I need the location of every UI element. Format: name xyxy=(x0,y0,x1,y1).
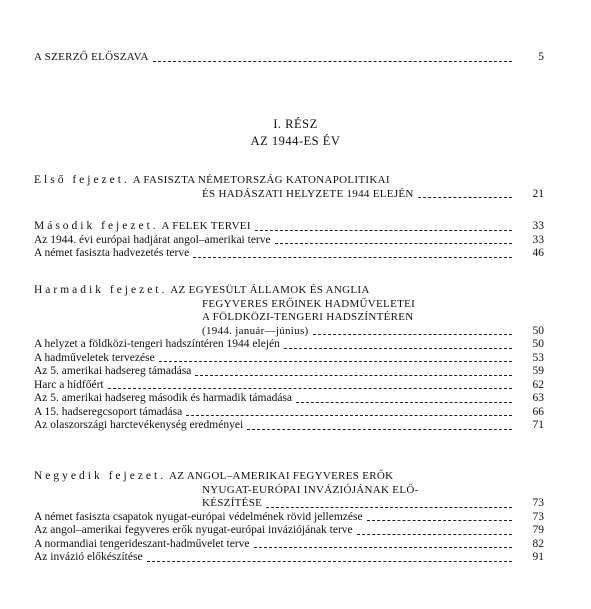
list-item: A német fasiszta csapatok nyugat-európai védelmének rövid jellemzése 73 xyxy=(34,510,544,523)
chapter-title-line-2: ÉS HADÁSZATI HELYZETE 1944 ELEJÉN xyxy=(34,188,418,202)
toc-chapter-1 xyxy=(34,174,544,201)
toc-chapter-3 xyxy=(34,284,544,433)
chapter-title-line-1: A FASISZTA NÉMETORSZÁG KATONAPOLITIKAI xyxy=(132,174,390,186)
chapter-title-line-3: A FÖLDKÖZI-TENGERI HADSZÍNTÉREN xyxy=(34,311,418,325)
chapter-label: Első fejezet. xyxy=(34,174,130,186)
list-item: Az 5. amerikai hadsereg második és harmadik támadása 63 xyxy=(34,392,544,404)
leader-dashes xyxy=(153,61,512,62)
part-number: I. RÉSZ xyxy=(273,117,318,131)
list-item: Az invázió előkészítése 91 xyxy=(34,551,544,563)
chapter-title-line-1: AZ EGYESÜLT ÁLLAMOK ÉS ANGLIA xyxy=(170,284,370,296)
list-item: A helyzet a földközi-tengeri hadszíntéren 1944 elején 50 xyxy=(34,338,544,350)
page-number: 73 xyxy=(532,497,544,509)
toc-entry-preface xyxy=(34,51,544,65)
page-number: 50 xyxy=(532,324,544,337)
list-item: Az angol–amerikai fegyveres erők nyugat-európai inváziójának terve 79 xyxy=(34,524,544,536)
leader-dashes xyxy=(418,197,512,198)
list-item: A hadműveletek tervezése 53 xyxy=(34,351,544,364)
chapter-label: Harmadik fejezet. xyxy=(34,284,168,296)
chapter-title-line-2: NYUGAT-EURÓPAI INVÁZIÓJÁNAK ELŐ- xyxy=(34,484,423,498)
page-number: 33 xyxy=(532,220,544,232)
chapter-title-line-3: KÉSZÍTÉSE xyxy=(34,497,266,511)
chapter-label: Második fejezet. xyxy=(34,220,159,232)
chapter-title-line-4: (1944. január—június) xyxy=(34,325,313,339)
chapter-label: Negyedik fejezet. xyxy=(34,470,167,482)
list-item: A 15. hadseregcsoport támadása 66 xyxy=(34,405,544,418)
page-number: 5 xyxy=(538,51,544,63)
list-item: A német fasiszta hadvezetés terve 46 xyxy=(34,247,544,259)
part-title: AZ 1944-ES ÉV xyxy=(250,134,341,148)
toc-chapter-4 xyxy=(34,470,544,565)
leader-dashes xyxy=(266,507,512,508)
chapter-title-line-1: AZ ANGOL–AMERIKAI FEGYVERES ERŐK xyxy=(168,470,394,482)
chapter-title-line-2: FEGYVERES ERŐINEK HADMŰVELETEI xyxy=(34,298,419,312)
page-number: 21 xyxy=(532,187,544,200)
list-item: Az 1944. évi európai hadjárat angol–amerikai terve 33 xyxy=(34,233,544,246)
chapter-title: A FELEK TERVEI xyxy=(161,220,251,232)
toc-chapter-2 xyxy=(34,220,544,261)
leader-dashes xyxy=(313,334,512,335)
list-item: A normandiai tengerideszant-hadművelet terve 82 xyxy=(34,537,544,550)
toc-entry-title: A SZERZŐ ELŐSZAVA xyxy=(34,51,153,65)
list-item: Az 5. amerikai hadsereg támadása 59 xyxy=(34,365,544,377)
list-item: Az olaszországi harctevékenység eredményei 71 xyxy=(34,419,544,431)
leader-dashes xyxy=(255,230,512,231)
list-item: Harc a hídfőért 62 xyxy=(34,378,544,391)
